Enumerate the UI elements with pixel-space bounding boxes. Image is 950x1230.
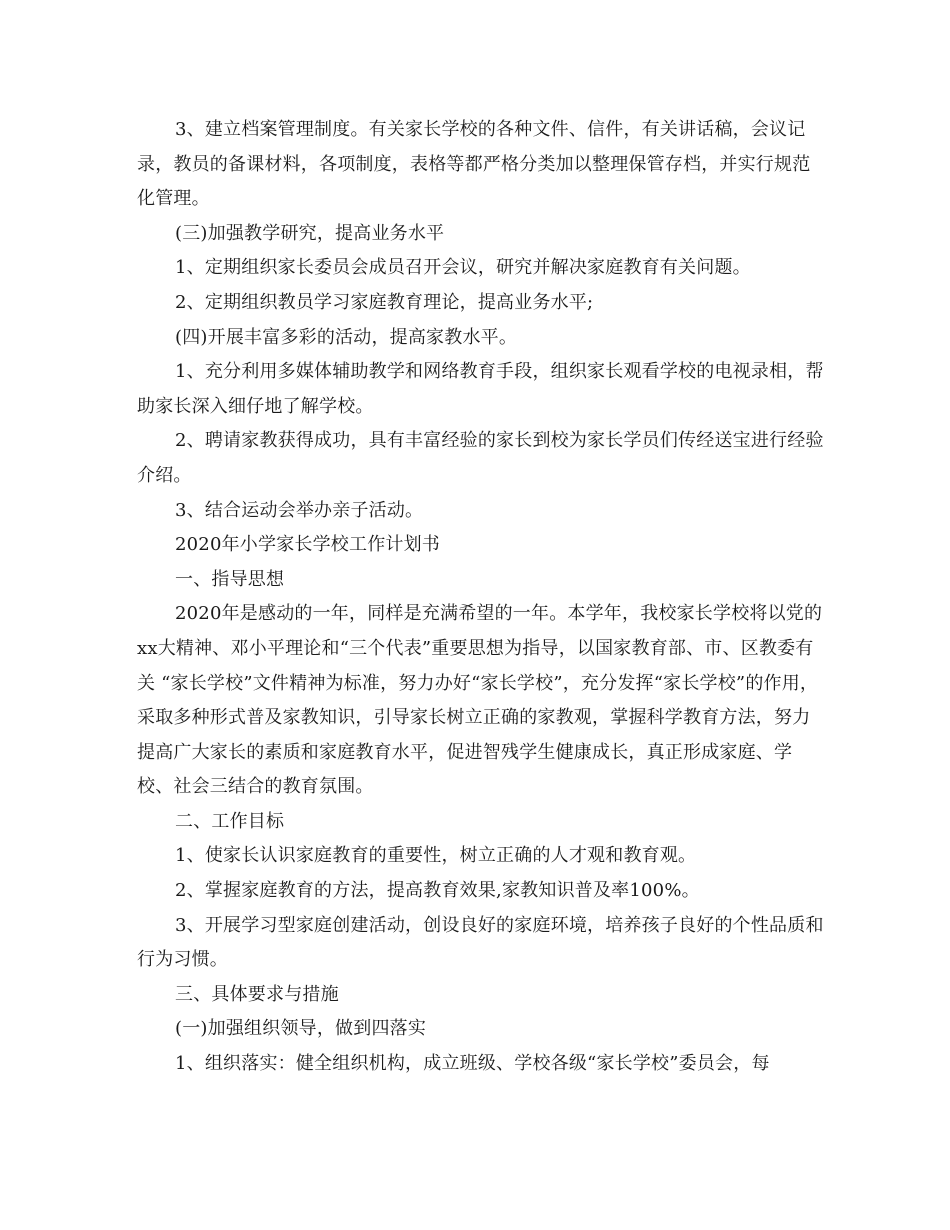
paragraph-goal-3: 3、开展学习型家庭创建活动，创设良好的家庭环境，培养孩子良好的个性品质和行为习惯。 [137, 914, 824, 971]
heading-guiding-ideology: 一、指导思想 [175, 568, 285, 590]
paragraph-goal-1: 1、使家长认识家庭教育的重要性，树立正确的人才观和教育观。 [175, 845, 697, 867]
paragraph-committee-meetings: 1、定期组织家长委员会成员召开会议，研究并解决家庭教育有关问题。 [175, 257, 751, 279]
heading-activities: (四)开展丰富多彩的活动，提高家教水平。 [175, 326, 518, 348]
heading-teaching-research: (三)加强教学研究，提高业务水平 [175, 222, 445, 244]
heading-requirements-measures: 三、具体要求与措施 [175, 983, 339, 1005]
paragraph-organization: 1、组织落实：健全组织机构，成立班级、学校各级“家长学校”委员会，每 [175, 1053, 770, 1075]
document-body [137, 113, 827, 1082]
heading-organization-leadership: (一)加强组织领导，做到四落实 [175, 1018, 427, 1040]
paragraph-multimedia: 1、充分利用多媒体辅助教学和网络教育手段，组织家长观看学校的电视录相，帮助家长深入细仔地了解学校。 [137, 361, 824, 417]
paragraph-goal-2: 2、掌握家庭教育的方法，提高教育效果,家教知识普及率100%。 [175, 880, 700, 902]
heading-work-goals: 二、工作目标 [175, 810, 285, 832]
paragraph-guiding-ideology: 2020年是感动的一年，同样是充满希望的一年。本学年，我校家长学校将以党的xx大精神、邓小平理论和“三个代表”重要思想为指导，以国家教育部、市、区教委有关 “家长学校”文件精神为标准，努力办好“家长学校”，充分发挥“家长学校”的作用，采取多种形式普及家教知识，引导家长树立正确的家教观，掌握科学教育方法，努力提高广大家长的素质和家庭教育水平，促进智残学生健康成长，真正形成家庭、学校、社会三结合的教育氛围。 [137, 603, 823, 798]
paragraph-experienced-parents: 2、聘请家教获得成功，具有丰富经验的家长到校为家长学员们传经送宝进行经验介绍。 [137, 430, 824, 486]
paragraph-sports-meet: 3、结合运动会举办亲子活动。 [175, 499, 424, 521]
document-title-2020-plan: 2020年小学家长学校工作计划书 [175, 534, 441, 556]
paragraph-archive-management: 3、建立档案管理制度。有关家长学校的各种文件、信件，有关讲话稿，会议记录，教员的备课材料，各项制度，表格等都严格分类加以整理保管存档，并实行规范化管理。 [137, 119, 811, 210]
paragraph-teacher-study: 2、定期组织教员学习家庭教育理论，提高业务水平; [175, 291, 594, 313]
